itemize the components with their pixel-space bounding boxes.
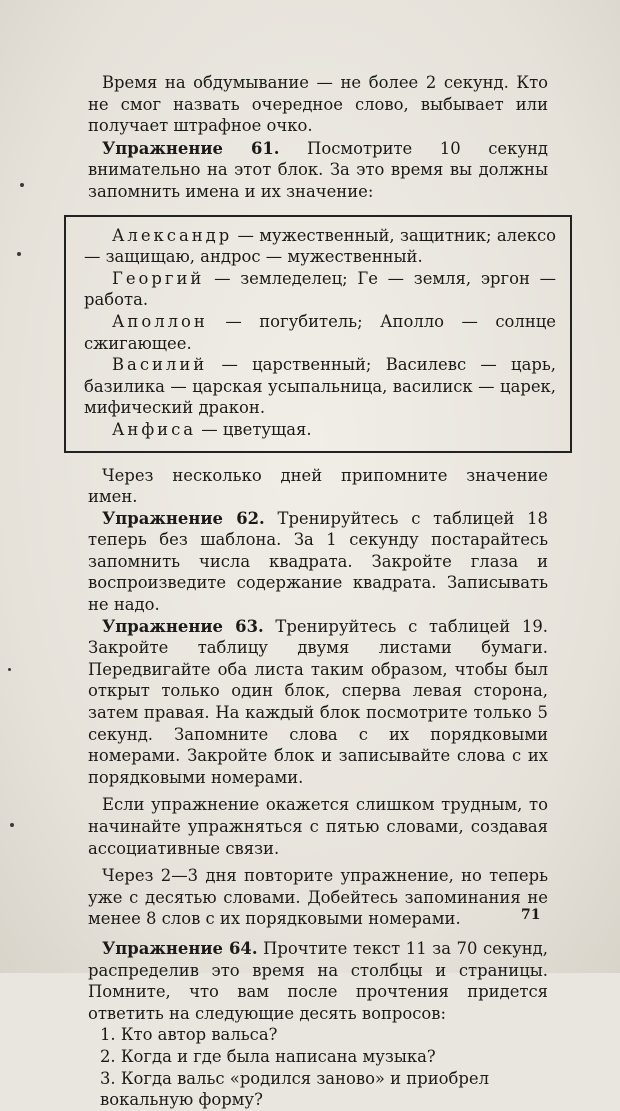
exercise-61-label: Упражнение 61. [102, 138, 280, 158]
name-entry-name: Василий [112, 355, 208, 375]
name-entry-name: Александр [112, 225, 233, 245]
question-item: 2. Когда и где была написана музыка? [100, 1046, 436, 1066]
exercise-62-paragraph [88, 508, 548, 616]
question-item: 3. Когда вальс «родился заново» и приобрел вокальную форму? [100, 1068, 489, 1110]
question-item: 1. Кто автор вальса? [100, 1025, 278, 1045]
name-entry [84, 268, 556, 311]
exercise-63-label: Упражнение 63. [102, 616, 264, 636]
exercise-61-text: Посмотрите 10 секунд внимательно на этот блок. За это время вы должны запомнить имена и их значение: [88, 138, 548, 201]
exercise-64-label: Упражнение 64. [102, 938, 258, 958]
exercise-64-text: Прочтите текст 11 за 70 секунд, распределив это время на столбцы и страницы. Помните, что вам после прочтения придется ответить на следующие десять вопросов: [88, 938, 548, 1023]
exercise-63-paragraph-3: Через 2—3 дня повторите упражнение, но теперь уже с десятью словами. Добейтесь запоминания не менее 8 слов с их порядковыми номерами. [88, 866, 548, 929]
name-entry-meaning: — цветущая. [196, 419, 312, 439]
name-entry-meaning: — мужественный, защитник; алексо — защищаю, андрос — мужественный. [84, 225, 556, 267]
exercise-63-text: Тренируйтесь с таблицей 19. Закройте таблицу двумя листами бумаги. Передвигайте оба листа таким образом, чтобы был открыт только один блок, сперва левая сторона, затем правая. На каждый блок посмотрите только 5 секунд. Запомните слова с их порядковыми номерами. Закройте блок и записывайте слова с их порядковыми номерами. [88, 616, 548, 787]
name-entry-name: Аполлон [112, 311, 208, 331]
names-box [64, 215, 572, 453]
exercise-62-text: Тренируйтесь с таблицей 18 теперь без шаблона. За 1 секунду постарайтесь запомнить числа квадрата. Закройте глаза и воспроизведите содержание квадрата. Записывать не надо. [88, 508, 548, 615]
exercise-63-paragraph-2: Если упражнение окажется слишком трудным, то начинайте упражняться с пятью словами, создавая ассоциативные связи. [88, 795, 548, 858]
page-speck [20, 183, 24, 187]
recall-note: Через несколько дней припомните значение имен. [88, 465, 548, 507]
exercise-61-paragraph [88, 138, 548, 203]
exercise-63-paragraph [88, 616, 548, 789]
page-speck [8, 668, 11, 671]
page-speck [10, 823, 14, 827]
name-entry [84, 354, 556, 419]
page-speck [17, 252, 21, 256]
exercise-62-label: Упражнение 62. [102, 508, 265, 528]
name-entry-name: Анфиса [112, 419, 197, 439]
name-entry-meaning: — земледелец; Ге — земля, эргон — работа. [84, 268, 556, 310]
name-entry [84, 311, 556, 354]
exercise-64-paragraph [88, 938, 548, 1024]
name-entry-meaning: — царственный; Василевс — царь, базилика — царская усыпальница, василиск — царек, мифический дракон. [84, 355, 556, 418]
question-list [88, 1024, 548, 1110]
name-entry-meaning: — погубитель; Аполло — солнце сжигающее. [84, 311, 556, 353]
name-entry [84, 419, 556, 441]
page-number: 71 [521, 907, 541, 923]
page-text [84, 72, 556, 1111]
name-entry-name: Георгий [112, 268, 205, 288]
name-entry [84, 225, 556, 268]
intro-paragraph: Время на обдумывание — не более 2 секунд. Кто не смог назвать очередное слово, выбывает или получает штрафное очко. [88, 73, 548, 136]
